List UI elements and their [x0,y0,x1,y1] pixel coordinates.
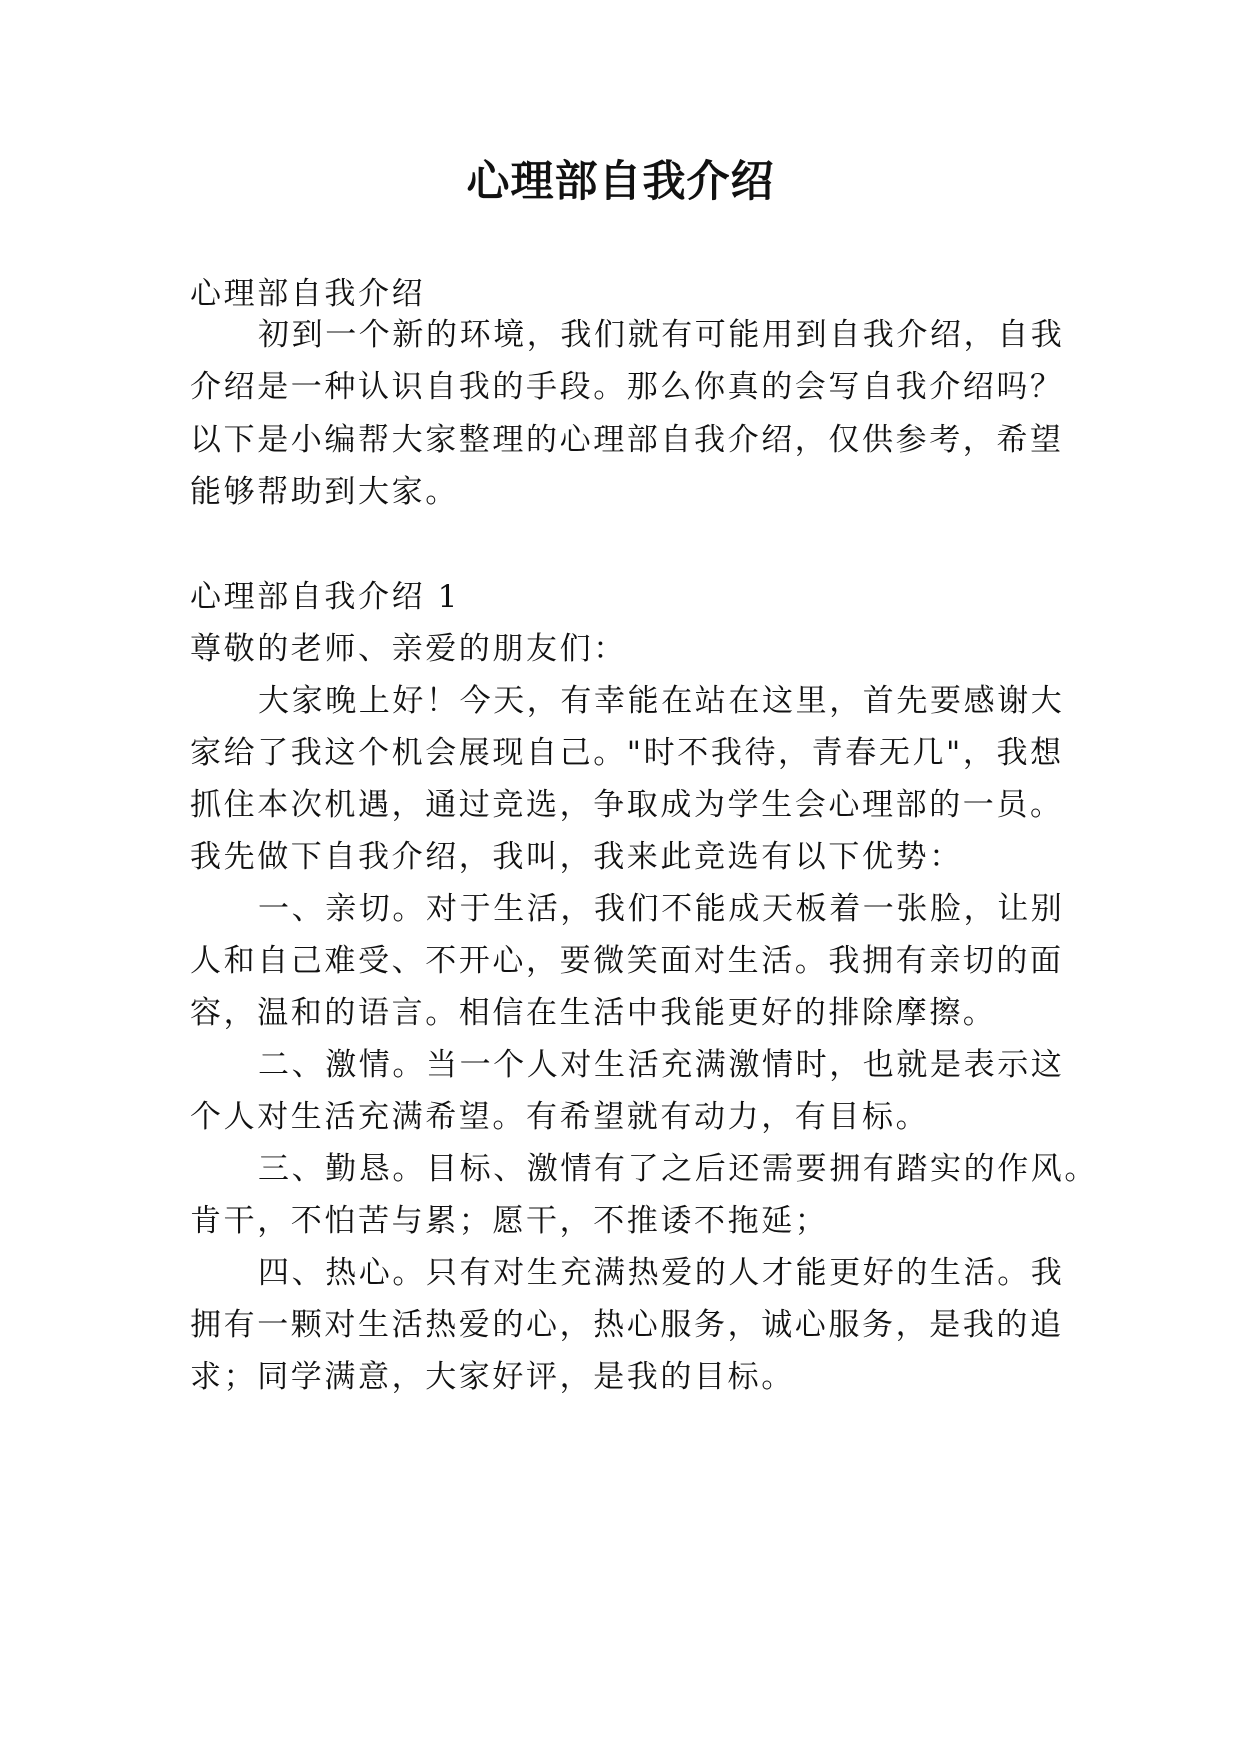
document-title: 心理部自我介绍 [466,157,775,207]
paragraph-line-1: 大家晚上好！今天，有幸能在站在这里，首先要感谢大 [258,683,1065,719]
point-1-line-1: 一、亲切。对于生活，我们不能成天板着一张脸，让别 [258,891,1065,927]
point-3-line-2: 肯干，不怕苦与累；愿干，不推诿不拖延； [190,1203,829,1239]
point-3-line-1: 三、勤恳。目标、激情有了之后还需要拥有踏实的作风。 [258,1151,1098,1187]
point-1-line-3: 容，温和的语言。相信在生活中我能更好的排除摩擦。 [190,995,997,1031]
paragraph-line-3: 抓住本次机遇，通过竞选，争取成为学生会心理部的一员。 [190,787,1064,823]
subtitle-line: 心理部自我介绍 [190,276,426,312]
point-2-line-1: 二、激情。当一个人对生活充满激情时，也就是表示这 [258,1047,1065,1083]
point-4-line-2: 拥有一颗对生活热爱的心，热心服务，诚心服务，是我的追 [190,1307,1064,1343]
paragraph-line-4: 我先做下自我介绍，我叫，我来此竞选有以下优势： [190,839,963,875]
salutation-line: 尊敬的老师、亲爱的朋友们： [190,631,627,667]
intro-line-2: 介绍是一种认识自我的手段。那么你真的会写自我介绍吗？ [190,369,1064,405]
point-2-line-2: 个人对生活充满希望。有希望就有动力，有目标。 [190,1099,930,1135]
point-1-line-2: 人和自己难受、不开心，要微笑面对生活。我拥有亲切的面 [190,943,1064,979]
paragraph-line-2: 家给了我这个机会展现自己。"时不我待，青春无几"，我想 [190,735,1064,771]
intro-line-1: 初到一个新的环境，我们就有可能用到自我介绍，自我 [258,317,1065,353]
intro-line-3: 以下是小编帮大家整理的心理部自我介绍，仅供参考，希望 [190,422,1064,458]
intro-line-4: 能够帮助到大家。 [190,474,459,510]
point-4-line-3: 求；同学满意，大家好评，是我的目标。 [190,1359,795,1395]
section-heading-1: 心理部自我介绍 1 [190,579,460,615]
point-4-line-1: 四、热心。只有对生充满热爱的人才能更好的生活。我 [258,1255,1065,1291]
